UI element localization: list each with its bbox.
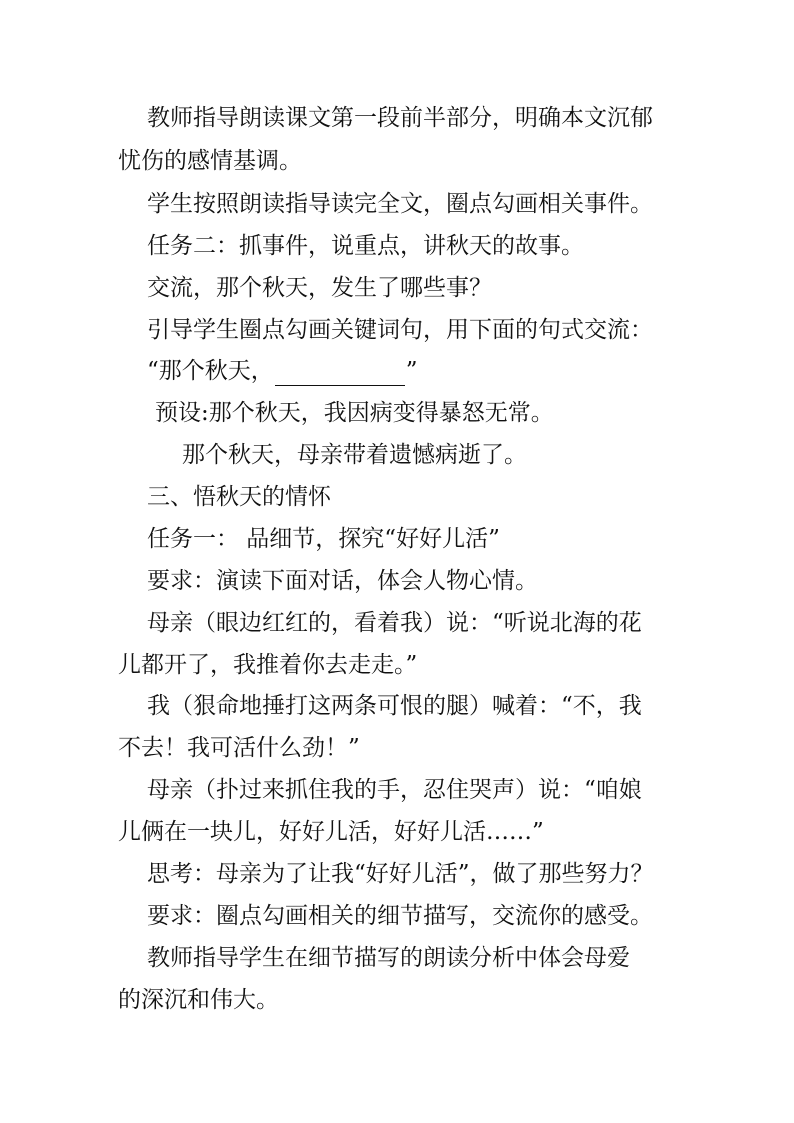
paragraph-line: 思考：母亲为了让我“好好儿活”，做了那些努力？ xyxy=(147,861,654,887)
paragraph-line: 要求：演读下面对话，体会人物心情。 xyxy=(147,568,538,594)
paragraph-line: 教师指导朗读课文第一段前半部分，明确本文沉郁 xyxy=(147,105,653,131)
sentence-pattern xyxy=(147,356,418,386)
fill-in-blank xyxy=(275,361,405,386)
paragraph-line: 引导学生圈点勾画关键词句，用下面的句式交流： xyxy=(147,317,653,343)
dialogue-line: 不去！我可活什么劲！” xyxy=(118,735,360,761)
dialogue-line: 我（狠命地捶打这两条可恨的腿）喊着：“不，我 xyxy=(147,693,642,719)
section-heading: 三、悟秋天的情怀 xyxy=(147,484,331,510)
task-heading: 任务一： 品细节，探究“好好儿活” xyxy=(147,526,500,552)
task-heading: 任务二：抓事件，说重点，讲秋天的故事。 xyxy=(147,233,584,259)
paragraph-line: 学生按照朗读指导读完全文，圈点勾画相关事件。 xyxy=(147,191,653,217)
dialogue-line: 母亲（扑过来抓住我的手，忍住哭声）说：“咱娘 xyxy=(147,777,642,803)
paragraph-line: 交流，那个秋天，发生了哪些事？ xyxy=(147,275,492,301)
preset-answer-line: 预设:那个秋天，我因病变得暴怒无常。 xyxy=(155,400,554,426)
sentence-pattern-suffix: ” xyxy=(405,358,418,384)
dialogue-line: 儿俩在一块儿，好好儿活，好好儿活……” xyxy=(118,819,544,845)
preset-answer-line: 那个秋天，母亲带着遗憾病逝了。 xyxy=(182,442,527,468)
paragraph-line: 的深沉和伟大。 xyxy=(118,987,279,1013)
sentence-pattern-prefix: “那个秋天， xyxy=(147,358,274,384)
dialogue-line: 母亲（眼边红红的，看着我）说：“听说北海的花 xyxy=(147,610,642,636)
paragraph-line: 忧伤的感情基调。 xyxy=(118,148,302,174)
paragraph-line: 教师指导学生在细节描写的朗读分析中体会母爱 xyxy=(147,945,630,971)
dialogue-line: 儿都开了，我推着你去走走。” xyxy=(118,652,418,678)
paragraph-line: 要求：圈点勾画相关的细节描写，交流你的感受。 xyxy=(147,903,653,929)
